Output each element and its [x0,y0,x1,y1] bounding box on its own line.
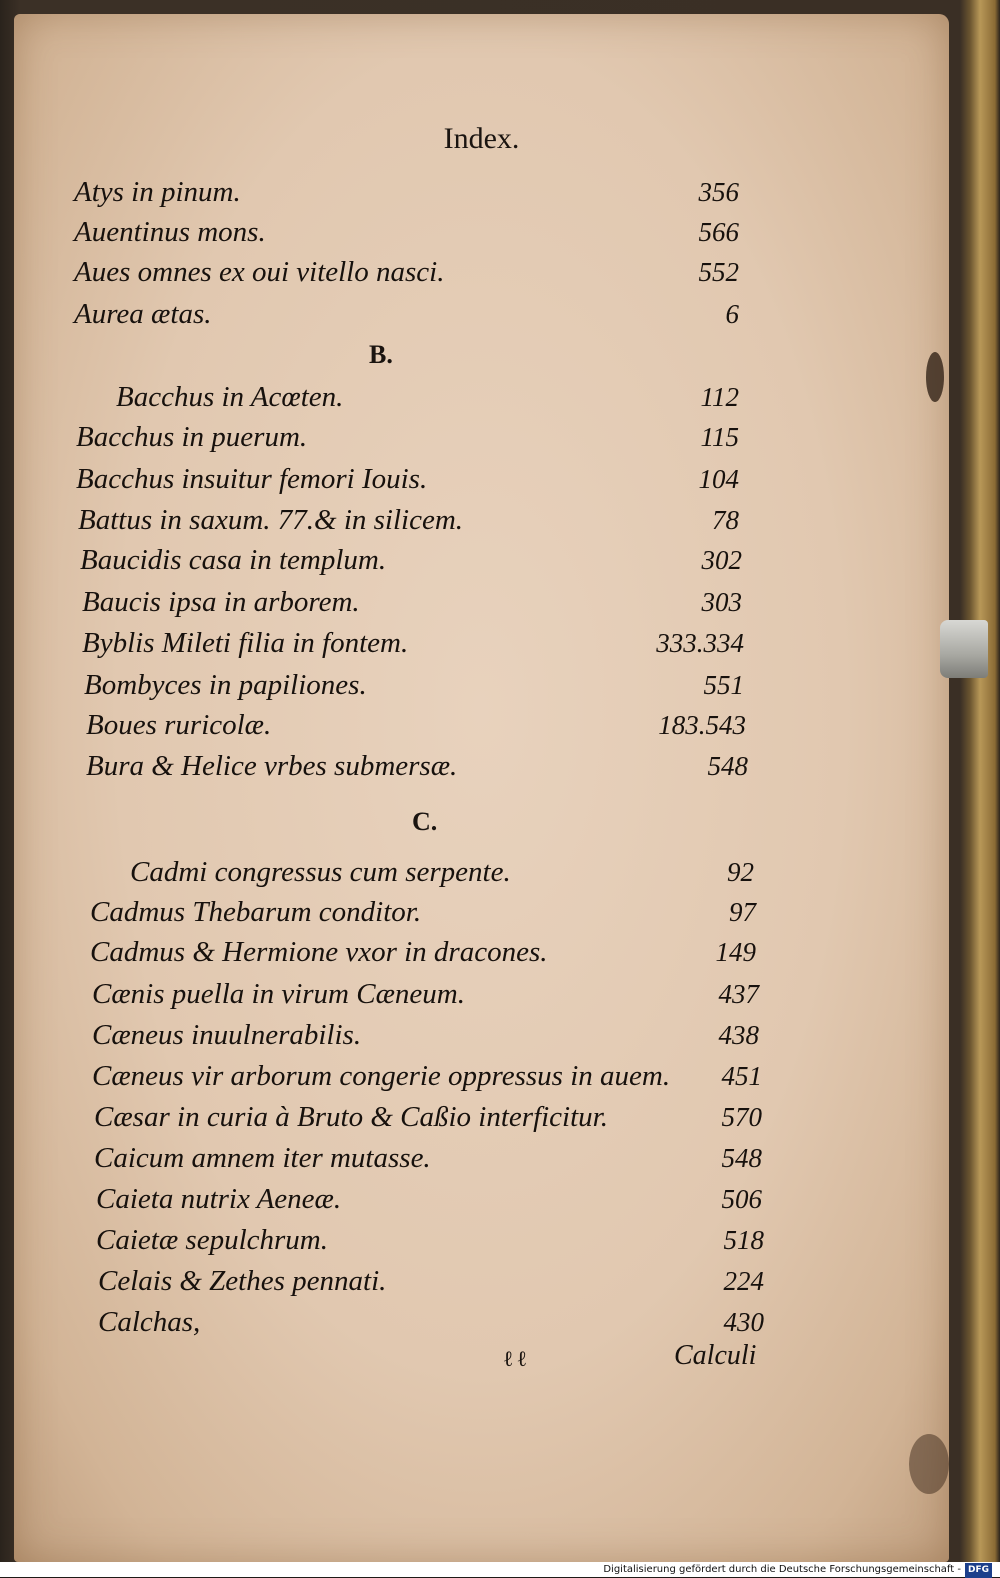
index-entry-page: 112 [700,382,739,412]
index-entry-page: 548 [721,1143,762,1173]
index-entry-page: 356 [698,177,739,207]
index-entry-text: Cæsar in curia à Bruto & Caßio interficitur. [94,1101,608,1133]
catchword: Calculi [674,1340,757,1371]
index-entry-text: Aurea ætas. [74,298,212,330]
book-page [14,14,949,1562]
credit-text: Digitalisierung gefördert durch die Deutsche Forschungsgemeinschaft - [603,1564,961,1575]
index-entry-text: Celais & Zethes pennati. [98,1265,387,1297]
index-entry-page: 6 [725,299,739,329]
dfg-logo: DFG [965,1563,992,1578]
index-entry-text: Cadmus & Hermione vxor in dracones. [90,936,548,968]
index-entry-page: 552 [698,257,739,287]
damage-mark [909,1434,949,1494]
index-entry-text: Baucis ipsa in arborem. [82,586,360,618]
index-entry-page: 518 [723,1225,764,1255]
index-entry-text: Aues omnes ex oui vitello nasci. [74,256,445,288]
index-entry-text: Bura & Helice vrbes submersæ. [86,750,458,782]
index-entry-page: 438 [718,1020,759,1050]
index-entry-text: Boues ruricolæ. [86,709,272,741]
index-entry-page: 149 [715,937,756,967]
index-entry-page: 183.543 [658,710,746,740]
index-entry-page: 302 [701,545,742,575]
index-entry-text: Cadmus Thebarum conditor. [90,896,422,928]
signature-mark: ℓ ℓ [504,1346,526,1371]
index-entry-text: Cænis puella in virum Cæneum. [92,978,465,1010]
index-entry-page: 437 [718,979,759,1009]
index-entry-page: 333.334 [656,628,744,658]
metal-clasp [940,620,988,678]
index-entry-page: 92 [727,857,754,887]
index-entry-text: Cæneus inuulnerabilis. [92,1019,362,1051]
index-entry-text: Byblis Mileti filia in fontem. [82,627,409,659]
index-entry-page: 430 [723,1307,764,1337]
index-entry-page: 224 [723,1266,764,1296]
index-entry-page: 506 [721,1184,762,1214]
index-entry-page: 451 [721,1061,762,1091]
index-entry-page: 548 [707,751,748,781]
index-entry-text: Auentinus mons. [74,216,266,248]
index-entry-text: Calchas, [98,1306,201,1338]
index-entry-page: 104 [698,464,739,494]
index-entry-text: Caieta nutrix Aeneæ. [96,1183,342,1215]
index-entry-page: 97 [729,897,756,927]
index-entry-text: Caicum amnem iter mutasse. [94,1142,431,1174]
index-entry-text: Atys in pinum. [74,176,241,208]
digitization-credit [0,1562,1000,1577]
index-entry-text: Bacchus in Acœten. [116,381,344,413]
index-entry-page: 566 [698,217,739,247]
index-entry-text: Baucidis casa in templum. [80,544,387,576]
index-entry-text: Bombyces in papiliones. [84,669,367,701]
index-entry-text: Battus in saxum. 77.& in silicem. [78,504,464,536]
index-entry-page: 115 [700,422,739,452]
index-entry-page: 78 [712,505,739,535]
index-entry-page: 303 [701,587,742,617]
stain-mark [926,352,944,402]
section-letter-b: B. [369,340,393,369]
index-entry-text: Caietæ sepulchrum. [96,1224,328,1256]
index-entry-page: 570 [721,1102,762,1132]
index-entry-text: Bacchus insuitur femori Iouis. [76,463,428,495]
index-entry-text: Cadmi congressus cum serpente. [130,856,511,888]
index-entry-text: Cæneus vir arborum congerie oppressus in auem. [92,1060,671,1092]
index-entry-page: 551 [703,670,744,700]
page-heading: Index. [443,122,520,155]
section-letter-c: C. [412,807,438,836]
index-entry-text: Bacchus in puerum. [76,421,308,453]
